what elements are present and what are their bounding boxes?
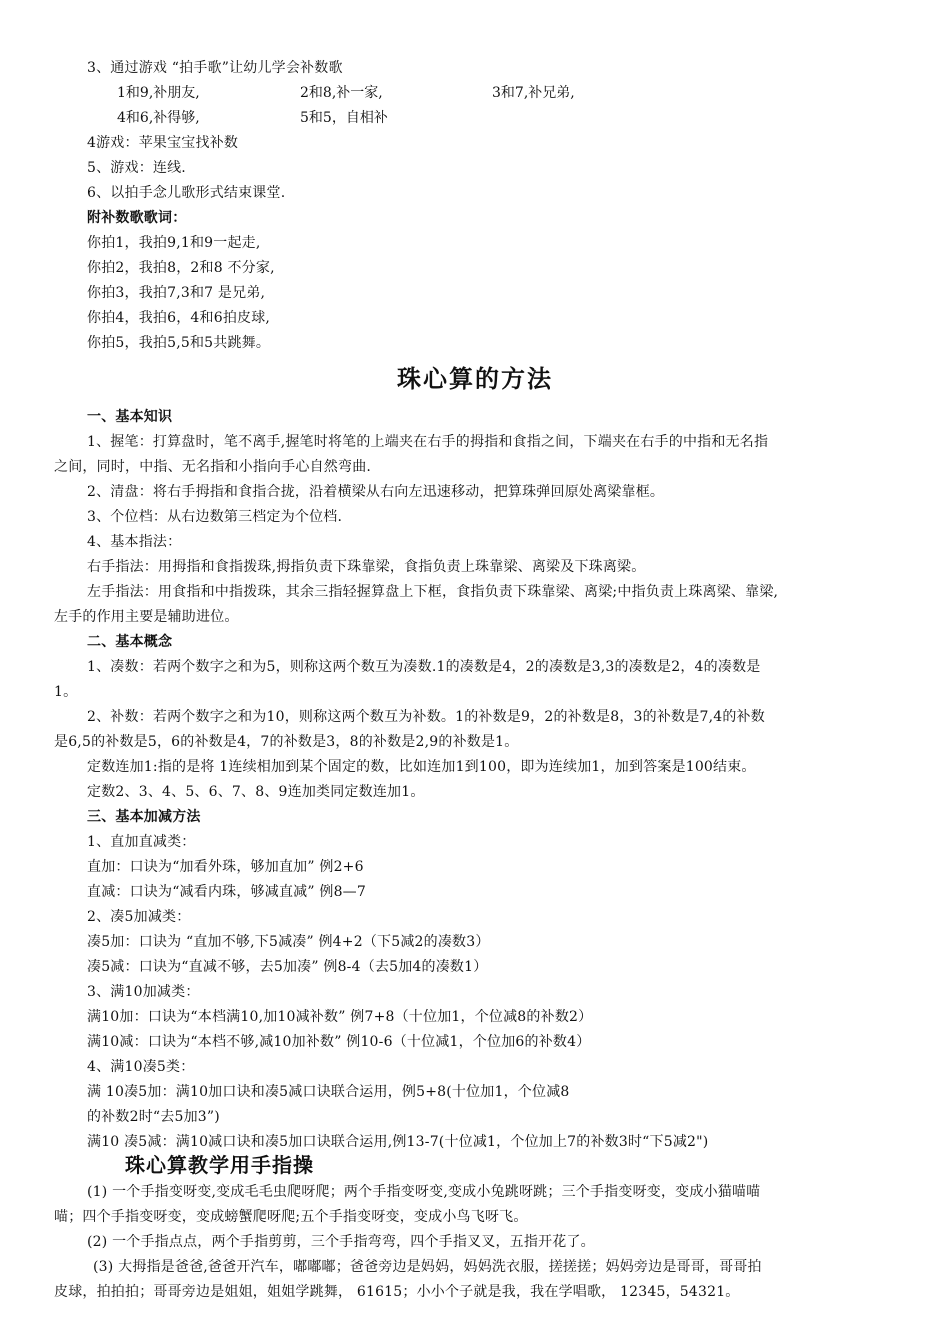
paragraph-line: 喵；四个手指变呀变，变成螃蟹爬呀爬;五个手指变呀变，变成小鸟飞呀飞。 <box>54 1209 528 1225</box>
item-3: 3、通过游戏 “拍手歌”让幼儿学会补数歌 <box>87 60 343 76</box>
rhyme-4-6: 4和6,补得够, <box>117 110 200 126</box>
paragraph-line: 定数连加1:指的是将 1连续相加到某个固定的数，比如连加1到100，即为连续加1，加到答案是100结束。 <box>87 759 756 775</box>
paragraph-line: 是6,5的补数是5，6的补数是4，7的补数是3，8的补数是2,9的补数是1。 <box>54 734 519 750</box>
paragraph-line: 满 10凑5加：满10加口诀和凑5减口诀联合运用，例5+8(十位加1，个位减8 <box>87 1084 570 1100</box>
paragraph-line: 1、握笔：打算盘时，笔不离手,握笔时将笔的上端夹在右手的拇指和食指之间，下端夹在右手的中指和无名指 <box>87 434 769 450</box>
paragraph-line: (3) 大拇指是爸爸,爸爸开汽车，嘟嘟嘟；爸爸旁边是妈妈，妈妈洗衣服，搓搓搓；妈妈旁边是哥哥，哥哥拍 <box>93 1259 762 1275</box>
lyric-line: 你拍2，我拍8，2和8 不分家, <box>87 260 275 276</box>
paragraph-line: 之间，同时，中指、无名指和小指向手心自然弯曲. <box>54 459 372 475</box>
paragraph-line: 1。 <box>54 684 78 700</box>
paragraph-line: 右手指法：用拇指和食指拨珠,拇指负责下珠靠梁，食指负责上珠靠梁、离梁及下珠离梁。 <box>87 559 646 575</box>
paragraph-line: (1) 一个手指变呀变,变成毛毛虫爬呀爬；两个手指变呀变,变成小兔跳呀跳；三个手指变呀变，变成小猫喵喵 <box>87 1184 761 1200</box>
paragraph-line: 4、满10凑5类： <box>87 1059 195 1075</box>
paragraph-line: 4、基本指法： <box>87 534 182 550</box>
lyric-line: 你拍1，我拍9,1和9一起走, <box>87 235 261 251</box>
item-5: 5、游戏：连线. <box>87 160 186 176</box>
paragraph-line: (2) 一个手指点点，两个手指剪剪，三个手指弯弯，四个手指叉叉，五指开花了。 <box>87 1234 595 1250</box>
page-title: 珠心算的方法 <box>397 365 553 393</box>
section-heading: 三、基本加减方法 <box>87 809 201 825</box>
paragraph-line: 1、凑数：若两个数字之和为5，则称这两个数互为凑数.1的凑数是4，2的凑数是3,3的凑数是2，4的凑数是 <box>87 659 761 675</box>
paragraph-line: 2、清盘：将右手拇指和食指合拢，沿着横梁从右向左迅速移动，把算珠弹回原处离梁靠框。 <box>87 484 665 500</box>
paragraph-line: 凑5减：口诀为“直减不够，去5加凑” 例8-4（去5加4的凑数1） <box>87 959 488 975</box>
paragraph-line: 满10 凑5减：满10减口诀和凑5加口诀联合运用,例13-7(十位减1，个位加上7的补数3时“下5减2") <box>87 1134 709 1150</box>
paragraph-line: 3、满10加减类： <box>87 984 200 1000</box>
section-heading: 一、基本知识 <box>87 409 173 425</box>
paragraph-line: 的补数2时“去5加3”) <box>87 1109 220 1125</box>
paragraph-line: 左手的作用主要是辅助进位。 <box>54 609 239 625</box>
paragraph-line: 左手指法：用食指和中指拨珠，其余三指轻握算盘上下框，食指负责下珠靠梁、离梁;中指负责上珠离梁、靠梁, <box>87 584 779 600</box>
paragraph-line: 2、补数：若两个数字之和为10，则称这两个数互为补数。1的补数是9，2的补数是8，3的补数是7,4的补数 <box>87 709 765 725</box>
paragraph-line: 1、直加直减类： <box>87 834 196 850</box>
section-title: 珠心算教学用手指操 <box>125 1153 314 1177</box>
paragraph-line: 满10减：口诀为“本档不够,减10加补数” 例10-6（十位减1，个位加6的补数4） <box>87 1034 591 1050</box>
lyrics-heading: 附补数歌歌词： <box>87 210 187 226</box>
paragraph-line: 直减：口诀为“减看内珠，够减直减” 例8—7 <box>87 884 366 900</box>
rhyme-3-7: 3和7,补兄弟, <box>492 85 575 101</box>
item-4: 4游戏：苹果宝宝找补数 <box>87 135 239 151</box>
paragraph-line: 定数2、3、4、5、6、7、8、9连加类同定数连加1。 <box>87 784 425 800</box>
section-heading: 二、基本概念 <box>87 634 173 650</box>
paragraph-line: 满10加：口诀为“本档满10,加10减补数” 例7+8（十位加1，个位减8的补数2） <box>87 1009 593 1025</box>
paragraph-line: 3、个位档：从右边数第三档定为个位档. <box>87 509 343 525</box>
paragraph-line: 皮球，拍拍拍；哥哥旁边是姐姐，姐姐学跳舞， 61615；小小个子就是我，我在学唱歌， 12345，54321。 <box>54 1284 740 1300</box>
rhyme-1-9: 1和9,补朋友, <box>117 85 200 101</box>
rhyme-2-8: 2和8,补一家, <box>300 85 383 101</box>
lyric-line: 你拍4，我拍6，4和6拍皮球, <box>87 310 271 326</box>
item-6: 6、以拍手念儿歌形式结束课堂. <box>87 185 286 201</box>
lyric-line: 你拍3，我拍7,3和7 是兄弟, <box>87 285 266 301</box>
paragraph-line: 凑5加：口诀为 “直加不够,下5减凑” 例4+2（下5减2的凑数3） <box>87 934 490 950</box>
paragraph-line: 直加：口诀为“加看外珠，够加直加” 例2+6 <box>87 859 364 875</box>
lyric-line: 你拍5，我拍5,5和5共跳舞。 <box>87 335 271 351</box>
rhyme-5-5: 5和5，自相补 <box>300 110 388 126</box>
paragraph-line: 2、凑5加减类： <box>87 909 191 925</box>
